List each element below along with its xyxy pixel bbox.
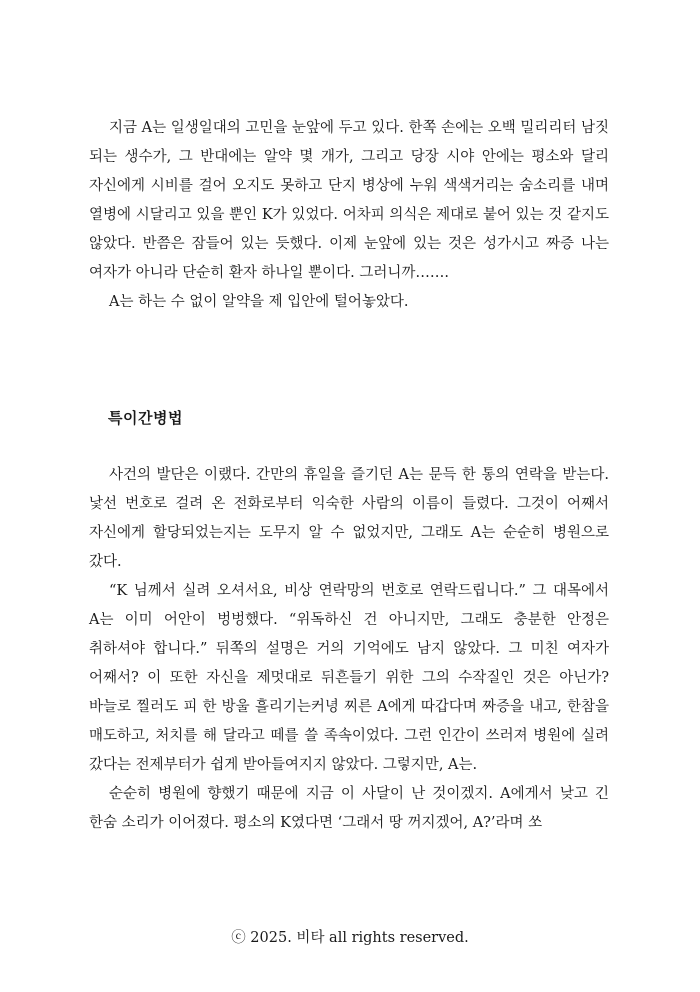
paragraph: 지금 A는 일생일대의 고민을 눈앞에 두고 있다. 한쪽 손에는 오백 밀리리터 남짓 되는 생수가, 그 반대에는 알약 몇 개가, 그리고 당장 시야 안에는 평소와 달리 자신에게 시비를 걸어 오지도 못하고 단지 병상에 누워 색색거리는 숨소리를 내며 열병에 시달리고 있을 뿐인 K가 있었다. 어차피 의식은 제대로 붙어 있는 것 같지도 않았다. 반쯤은 잠들어 있는 듯했다. 이제 눈앞에 있는 것은 성가시고 짜증 나는 여자가 아니라 단순히 환자 하나일 뿐이다. 그러니까……. <box>89 120 609 281</box>
paragraph: 사건의 발단은 이랬다. 간만의 휴일을 즐기던 A는 문득 한 통의 연락을 받는다. 낯선 번호로 걸려 온 전화로부터 익숙한 사람의 이름이 들렸다. 그것이 어째서 자신에게 할당되었는지는 도무지 알 수 없었지만, 그래도 A는 순순히 병원으로 갔다. <box>89 467 609 570</box>
story-section-block <box>89 461 609 838</box>
paragraph: A는 하는 수 없이 알약을 제 입안에 털어놓았다. <box>109 294 409 310</box>
paragraph: “K 님께서 실려 오셔서요, 비상 연락망의 번호로 연락드립니다.” 그 대목에서 A는 이미 어안이 벙벙했다. “위독하신 건 아니지만, 그래도 충분한 안정은 취하셔야 합니다.” 뒤쪽의 설명은 거의 기억에도 남지 않았다. 그 미친 여자가 어째서? 이 또한 자신을 제멋대로 뒤흔들기 위한 그의 수작질인 것은 아닌가? 바늘로 찔러도 피 한 방울 흘리기는커녕 찌른 A에게 따갑다며 짜증을 내고, 한참을 매도하고, 처치를 해 달라고 떼를 쓸 족속이었다. 그런 인간이 쓰러져 병원에 실려 갔다는 전제부터가 쉽게 받아들여지지 않았다. 그렇지만, A는. <box>89 583 609 773</box>
paragraph: 순순히 병원에 향했기 때문에 지금 이 사달이 난 것이겠지. A에게서 낮고 긴 한숨 소리가 이어졌다. 평소의 K였다면 ‘그래서 땅 꺼지겠어, A?’라며 쏘 <box>89 786 609 831</box>
section-heading: 특이간병법 <box>108 409 183 427</box>
story-intro-block <box>89 114 609 317</box>
copyright-footer: ⓒ 2025. 비타 all rights reserved. <box>231 930 469 946</box>
